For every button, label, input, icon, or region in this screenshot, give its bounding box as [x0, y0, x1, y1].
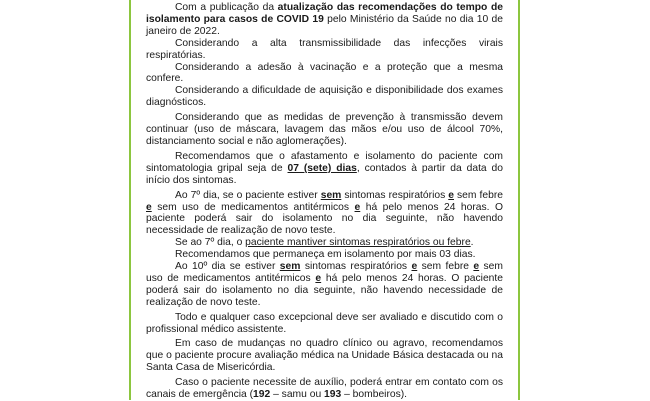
frame-border-left — [129, 0, 131, 400]
paragraph-prevention: Considerando que as medidas de prevenção à transmissão devem continuar (uso de máscara, lavagem das mãos e/ou uso de álcool 70%, distanciamento social e não aglomerações). — [146, 112, 503, 147]
paragraph-vaccination: Considerando a adesão à vacinação e a proteção que a mesma confere. — [146, 61, 503, 85]
paragraph-emergency-contact: Caso o paciente necessite de auxílio, poderá entrar em contato com os canais de emergência (192 – samu ou 193 – bombeiros). — [146, 377, 503, 401]
paragraph-day-7-symptoms: Se ao 7º dia, o paciente mantiver sintomas respiratórios ou febre. — [175, 237, 474, 249]
paragraph-isolation-period: Recomendamos que o afastamento e isolamento do paciente com sintomatologia gripal seja de 07 (sete) dias, contados à partir da data do início dos sintomas. — [146, 150, 504, 186]
paragraph-publication: Com a publicação da atualização das recomendações do tempo de isolamento para casos de COVID 19 pelo Ministério da Saúde no dia 10 de janeiro de 2022. — [146, 2, 503, 37]
paragraph-transmissibility: Considerando a alta transmissibilidade das infecções virais respiratórias. — [146, 37, 503, 61]
paragraph-day-10: Ao 10º dia se estiver sem sintomas respiratórios e sem febre e sem uso de medicamentos antitérmicos e há pelo menos 24 horas. O paciente poderá sair do isolamento no dia seguinte, não havendo necessidade de realização de novo teste. — [146, 261, 503, 308]
paragraph-day-7: Ao 7º dia, se o paciente estiver sem sintomas respiratórios e sem febre e sem uso de medicamentos antitérmicos e há pelo menos 24 horas. O paciente poderá sair do isolamento no dia seguinte, não havendo necessidade de realização de novo teste. — [146, 189, 503, 237]
paragraph-exceptional-cases: Todo e qualquer caso excepcional deve ser avaliado e discutido com o profissional médico assistente. — [146, 311, 503, 335]
frame-border-right — [518, 0, 520, 400]
document-body — [146, 2, 503, 401]
paragraph-extra-isolation: Recomendamos que permaneça em isolamento por mais 03 dias. — [175, 249, 476, 261]
paragraph-exams: Considerando a dificuldade de aquisição e disponibilidade dos exames diagnósticos. — [146, 85, 503, 109]
paragraph-clinical-changes: Em caso de mudanças no quadro clínico ou agravo, recomendamos que o paciente procure avaliação médica na Unidade Básica destacada ou na Santa Casa de Misericórdia. — [146, 338, 503, 374]
